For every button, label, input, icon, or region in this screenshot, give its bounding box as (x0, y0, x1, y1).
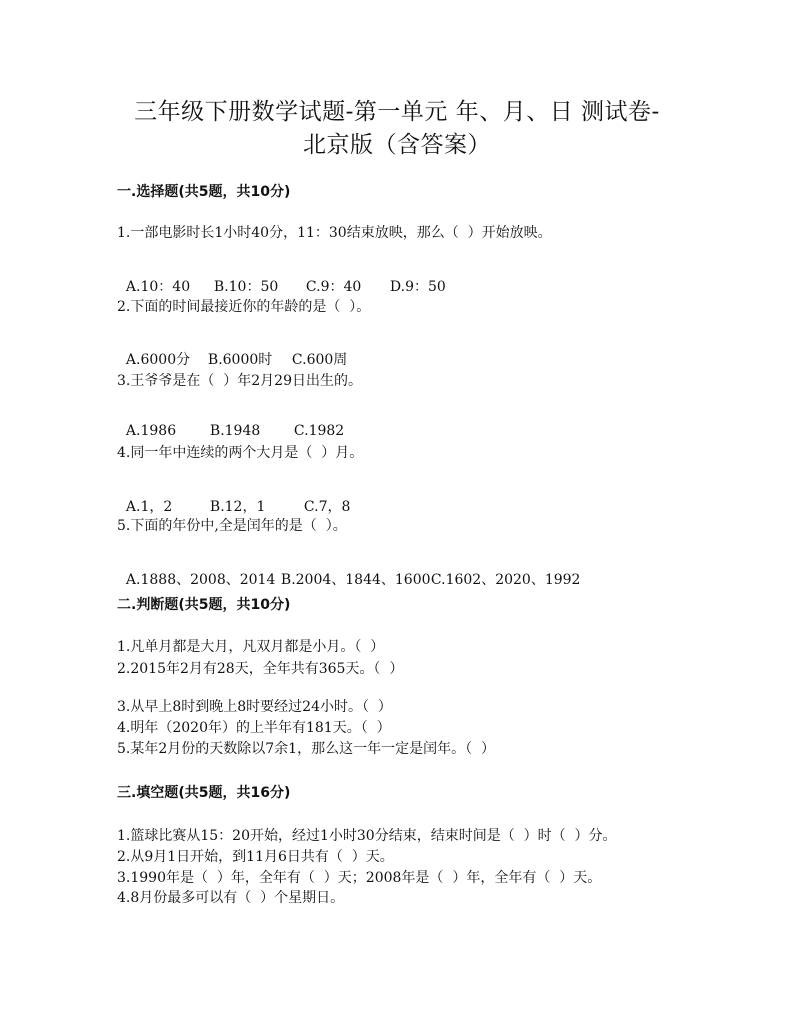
question-fill-1: 1.篮球比赛从15：20开始，经过1小时30分结束，结束时间是（ ）时（ ）分。 (117, 828, 617, 844)
options-choice-2 (117, 333, 347, 369)
option: B.6000时 (207, 352, 273, 368)
question-choice-5: 5.下面的年份中,全是闰年的是（ ）。 (117, 518, 347, 534)
option: A.1986 (125, 423, 177, 439)
question-judge-5: 5.某年2月份的天数除以7余1，那么这一年一定是闰年。（ ） (117, 741, 495, 757)
option: C.1982 (293, 423, 345, 439)
question-choice-2: 2.下面的时间最接近你的年龄的是（ ）。 (117, 299, 371, 315)
question-judge-1: 1.凡单月都是大月，凡双月都是小月。（ ） (117, 639, 385, 655)
question-choice-4: 4.同一年中连续的两个大月是（ ）月。 (117, 445, 364, 461)
option: B.12，1 (209, 499, 266, 515)
option: A.6000分 (125, 352, 191, 368)
document-title-line2: 北京版（含答案） (303, 132, 491, 158)
question-judge-2: 2.2015年2月有28天，全年共有365天。（ ） (117, 661, 404, 677)
section-heading-choice: 一.选择题(共5题，共10分) (117, 184, 291, 200)
option: D.9：50 (389, 279, 446, 295)
question-fill-3: 3.1990年是（ ）年，全年有（ ）天；2008年是（ ）年，全年有（ ）天。 (117, 870, 602, 886)
question-choice-1: 1.一部电影时长1小时40分，11：30结束放映，那么（ ）开始放映。 (117, 225, 552, 241)
section-heading-judge: 二.判断题(共5题，共10分) (117, 597, 291, 613)
option: B.1948 (209, 423, 261, 439)
question-choice-3: 3.王爷爷是在（ ）年2月29日出生的。 (117, 373, 362, 389)
section-heading-fill: 三.填空题(共5题，共16分) (117, 785, 291, 801)
question-judge-3: 3.从早上8时到晚上8时要经过24小时。（ ） (117, 699, 392, 715)
option: B.10：50 (213, 279, 279, 295)
question-fill-2: 2.从9月1日开始，到11月6日共有（ ）天。 (117, 849, 394, 865)
option: A.10：40 (125, 279, 191, 295)
option: A.1888、2008、2014 (125, 572, 276, 588)
option: C.9：40 (305, 279, 362, 295)
option: A.1，2 (125, 499, 173, 515)
options-choice-4 (117, 480, 350, 516)
question-judge-4: 4.明年（2020年）的上半年有181天。（ ） (117, 720, 391, 736)
options-choice-1 (117, 260, 446, 296)
option: C.7，8 (303, 499, 351, 515)
options-choice-5 (117, 553, 580, 589)
option: C.600周 (291, 352, 348, 368)
document-title-line1: 三年级下册数学试题-第一单元 年、月、日 测试卷- (134, 99, 660, 125)
option: C.1602、2020、1992 (430, 572, 581, 588)
option: B.2004、1844、1600 (280, 572, 431, 588)
options-choice-3 (117, 407, 344, 439)
question-fill-4: 4.8月份最多可以有（ ）个星期日。 (117, 890, 345, 906)
